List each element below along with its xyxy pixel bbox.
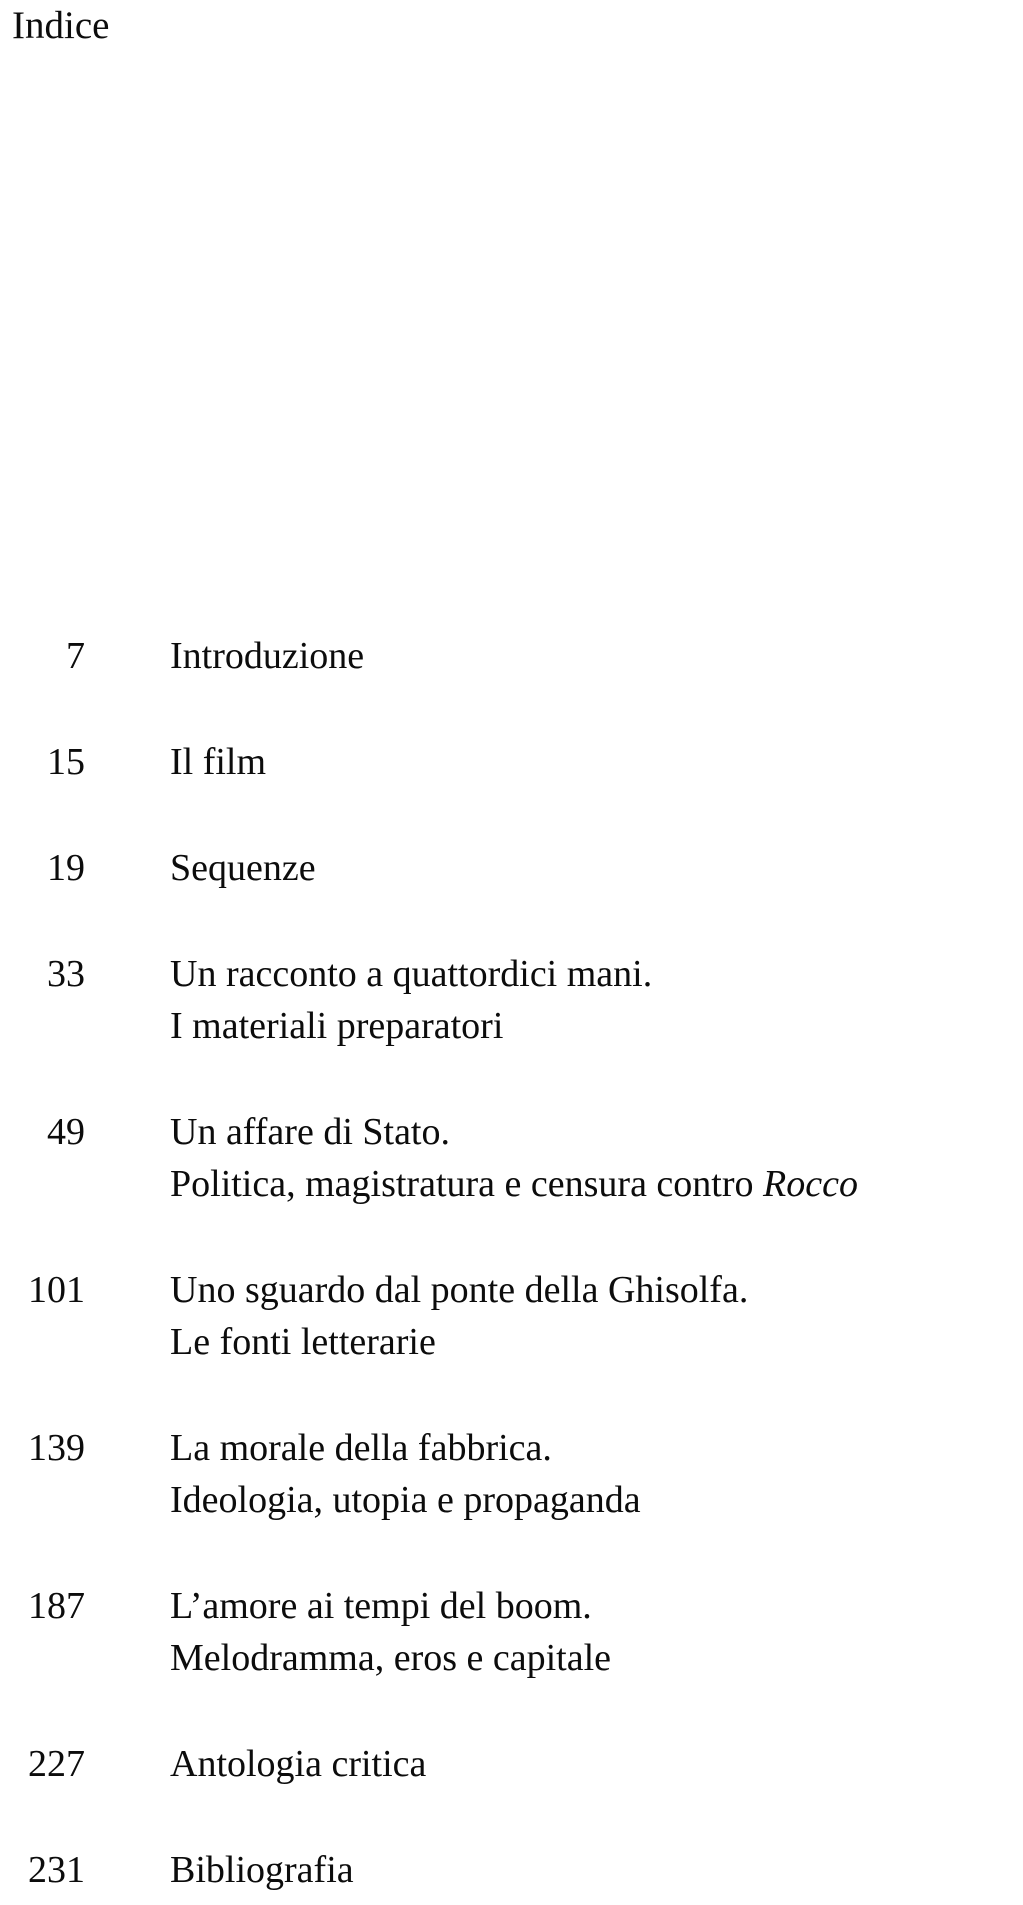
toc-entry-title [170,948,1023,1052]
toc-title-line [170,736,1023,788]
toc-title-segment: Melodramma, eros e capitale [170,1637,612,1679]
toc-title-segment: Ideologia, utopia e propaganda [170,1479,641,1521]
toc-title-line [170,842,1023,894]
toc-title-line [170,1738,1023,1790]
toc-title-segment: Il film [170,741,267,783]
toc-title-line [170,1158,1023,1210]
toc-title-line [170,1632,1023,1684]
toc-title-line [170,1474,1023,1526]
toc-title-segment: Un affare di Stato. [170,1111,450,1153]
toc-title-segment: Politica, magistratura e censura contro [170,1163,764,1205]
page-title: Indice [12,4,110,47]
toc-title-segment: Le fonti letterarie [170,1321,436,1363]
toc-entry [0,630,1023,682]
toc-title-line [170,630,1023,682]
toc-entry-title [170,1264,1023,1368]
toc-page-number: 19 [47,847,85,889]
toc-entry [0,1580,1023,1684]
toc-page-number: 139 [28,1427,85,1469]
toc-title-segment: I materiali preparatori [170,1005,504,1047]
toc-entry-title [170,1738,1023,1790]
toc-title-segment: Bibliografia [170,1849,354,1891]
toc-entry [0,1844,1023,1896]
toc-title-line [170,1316,1023,1368]
table-of-contents [0,630,1023,1896]
toc-entry-title [170,1422,1023,1526]
toc-page-number: 227 [28,1743,85,1785]
toc-entry [0,736,1023,788]
toc-entry [0,1422,1023,1526]
toc-title-segment: Un racconto a quattordici mani. [170,953,653,995]
toc-entry-title [170,1106,1023,1210]
toc-title-segment: Sequenze [170,847,316,889]
toc-entry [0,1264,1023,1368]
toc-entry [0,1738,1023,1790]
toc-entry-title [170,736,1023,788]
toc-entry-title [170,842,1023,894]
toc-title-segment: L’amore ai tempi del boom. [170,1585,592,1627]
toc-page-number: 231 [28,1849,85,1891]
toc-entry-title [170,1844,1023,1896]
toc-title-segment: Introduzione [170,635,365,677]
toc-title-segment: Uno sguardo dal ponte della Ghisolfa. [170,1269,749,1311]
toc-title-segment-italic: Rocco [763,1163,858,1205]
toc-entry-title [170,630,1023,682]
toc-page-number: 33 [47,953,85,995]
toc-title-line [170,1264,1023,1316]
toc-title-line [170,1580,1023,1632]
toc-title-line [170,1106,1023,1158]
toc-title-segment: La morale della fabbrica. [170,1427,552,1469]
toc-title-line [170,1000,1023,1052]
toc-title-line [170,1422,1023,1474]
toc-page-number: 187 [28,1585,85,1627]
toc-title-line [170,1844,1023,1896]
toc-entry [0,1106,1023,1210]
toc-entry [0,842,1023,894]
toc-page-number: 49 [47,1111,85,1153]
toc-entry-title [170,1580,1023,1684]
toc-page-number: 7 [66,635,85,677]
toc-title-segment: Antologia critica [170,1743,427,1785]
toc-page-number: 101 [28,1269,85,1311]
toc-entry [0,948,1023,1052]
toc-page-number: 15 [47,741,85,783]
toc-title-line [170,948,1023,1000]
